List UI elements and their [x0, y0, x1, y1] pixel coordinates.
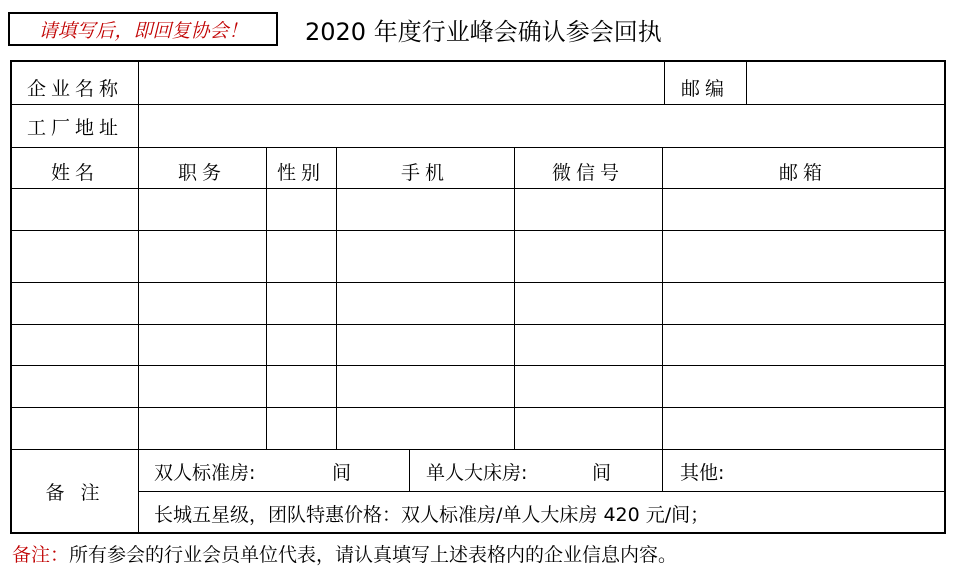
column-header-email: 邮箱	[778, 161, 827, 184]
attendee-row[interactable]	[12, 366, 944, 407]
column-header-wechat: 微信号	[551, 161, 624, 184]
hotel-price-note: 长城五星级，团队特惠价格：双人标准房/单人大床房 420 元/间；	[154, 503, 710, 526]
company-name-field[interactable]	[140, 63, 663, 103]
company-name-label: 企业名称	[26, 77, 123, 100]
factory-address-field[interactable]	[140, 106, 944, 146]
other-label: 其他:	[680, 461, 725, 484]
attendee-row[interactable]	[12, 325, 944, 365]
column-header-position: 职务	[177, 161, 226, 184]
double-room-label: 双人标准房:	[154, 461, 256, 484]
attendee-row[interactable]	[12, 231, 944, 282]
column-header-name: 姓名	[50, 161, 99, 184]
footer-note-lead: 备注：	[12, 543, 70, 566]
single-room-unit: 间	[592, 461, 612, 484]
single-room-label: 单人大床房:	[426, 461, 528, 484]
column-header-gender: 性别	[276, 161, 325, 184]
attendee-row[interactable]	[12, 189, 944, 230]
factory-address-label: 工厂地址	[26, 117, 123, 139]
registration-form	[10, 60, 946, 534]
attendee-row[interactable]	[12, 408, 944, 449]
fill-notice: 请填写后，即回复协会！	[8, 12, 278, 46]
column-header-mobile: 手机	[400, 161, 449, 184]
remarks-label: 备 注	[45, 482, 105, 504]
page-title: 2020 年度行业峰会确认参会回执	[305, 17, 662, 46]
footer-note	[12, 538, 677, 568]
postcode-label: 邮编	[680, 77, 729, 100]
attendee-row[interactable]	[12, 283, 944, 324]
double-room-unit: 间	[332, 461, 352, 484]
postcode-field[interactable]	[748, 63, 944, 103]
footer-note-text: 所有参会的行业会员单位代表，请认真填写上述表格内的企业信息内容。	[69, 543, 678, 566]
